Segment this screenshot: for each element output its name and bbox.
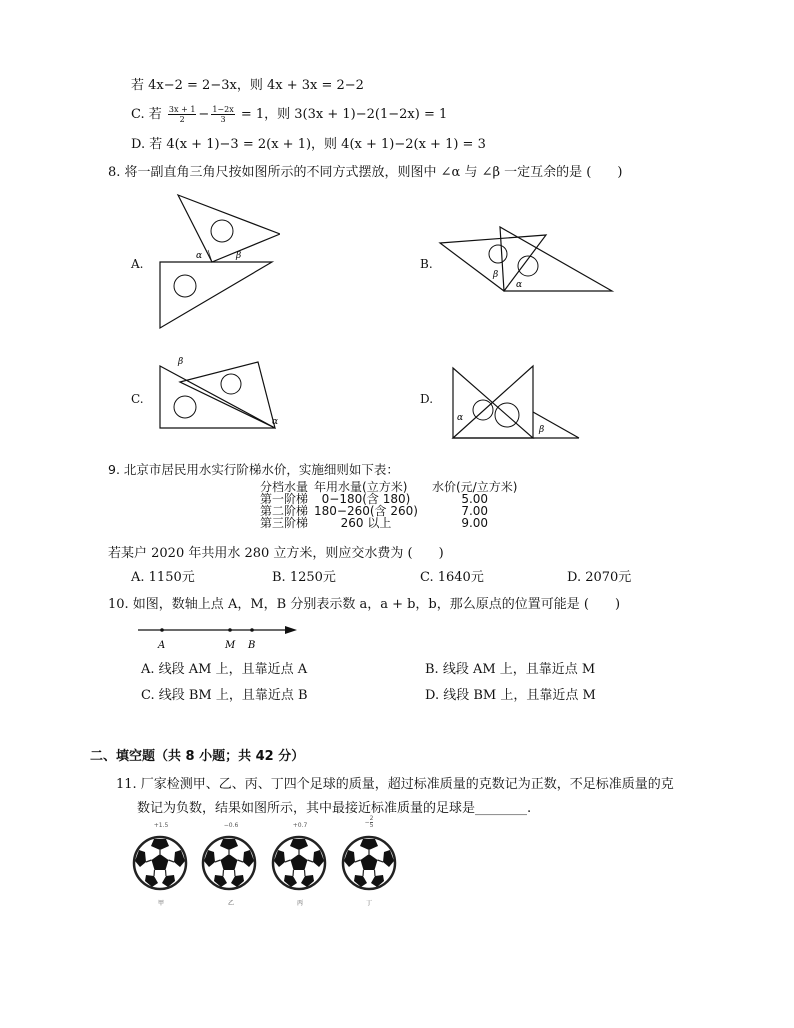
q10-choice-d: D. 线段 BM 上，且靠近点 M	[425, 688, 596, 703]
q8-option-d-label: D.	[420, 392, 434, 406]
table-header: 年用水量(立方米)	[314, 480, 408, 494]
point-a-label: A	[158, 640, 166, 651]
q8-option-a-label: A.	[131, 257, 144, 271]
q9-choice-b: B. 1250元	[272, 570, 336, 585]
table-cell: 第二阶梯	[260, 504, 309, 518]
table-cell: 第一阶梯	[260, 492, 309, 506]
q9-choice-a: A. 1150元	[131, 570, 195, 585]
point-m-label: M	[225, 640, 236, 651]
q9-stem: 9. 北京市居民用水实行阶梯水价，实施细则如下表：	[108, 462, 399, 477]
q11-line-1: 11. 厂家检测甲、乙、丙、丁四个足球的质量，超过标准质量的克数记为正数，不足标准质量的克	[116, 777, 674, 792]
table-header: 分档水量	[260, 480, 309, 494]
table-cell: 260 以上	[340, 516, 392, 530]
table-cell: 5.00	[461, 492, 489, 506]
q7-option-c-rest: = 1，则 3(3x + 1)−2(1−2x) = 1	[240, 107, 448, 122]
svg-text:α: α	[272, 417, 279, 427]
svg-text:α: α	[196, 251, 203, 261]
table-header: 水价(元/立方米)	[431, 480, 518, 494]
q8-option-c-label: C.	[131, 392, 144, 406]
q10-choice-a: A. 线段 AM 上，且靠近点 A	[141, 662, 308, 677]
svg-text:β: β	[236, 251, 242, 261]
q8-figure-a	[150, 190, 280, 330]
ball-value: +0.7	[292, 822, 308, 829]
q9-choice-c: C. 1640元	[420, 570, 484, 585]
q7-option-c-label: C.	[131, 107, 145, 122]
table-cell: 180−260(含 260)	[314, 504, 418, 518]
q7-option-b-text: 若 4x−2 = 2−3x，则 4x + 3x = 2−2	[131, 78, 364, 93]
q8-option-b-label: B.	[420, 257, 433, 271]
q7-option-b	[131, 74, 364, 93]
table-row	[260, 517, 523, 529]
ball-value: +1.5	[153, 822, 169, 829]
number-line	[135, 620, 300, 652]
q8-figure-c	[150, 352, 290, 438]
table-cell: 0−180(含 180)	[321, 492, 411, 506]
q10-choice-b: B. 线段 AM 上，且靠近点 M	[425, 662, 596, 677]
q9-question: 若某户 2020 年共用水 280 立方米，则应交水费为 ( )	[108, 546, 444, 561]
q7-c-fraction-2: $\frac{1-2x}{3}$	[212, 105, 234, 124]
ball-name: 甲	[157, 900, 164, 907]
q10-stem: 10. 如图，数轴上点 A，M，B 分别表示数 a，a + b，b，那么原点的位置可能是 ( )	[108, 597, 621, 612]
q7-option-d	[131, 133, 486, 152]
svg-text:α: α	[457, 413, 464, 423]
q7-option-d-label: D.	[131, 137, 146, 152]
q8-figure-b	[438, 225, 618, 295]
section-2-title: 二、填空题（共 8 小题；共 42 分）	[90, 749, 305, 764]
q7-option-c-prefix: 若	[148, 107, 162, 122]
q9-choice-d: D. 2070元	[567, 570, 632, 585]
svg-text:β: β	[178, 357, 184, 367]
q7-c-fraction-1: $\frac{3x + 1}{2}$	[168, 105, 196, 124]
q7-option-d-text: 若 4(x + 1)−3 = 2(x + 1)，则 4(x + 1)−2(x + 1) = 3	[149, 137, 486, 152]
q11-line-2: 数记为负数，结果如图所示，其中最接近标准质量的足球是________.	[137, 801, 532, 816]
ball-name: 丁	[365, 900, 372, 907]
svg-text:β: β	[493, 270, 499, 280]
q10-choice-c: C. 线段 BM 上，且靠近点 B	[141, 688, 308, 703]
q7-c-minus: −	[198, 107, 210, 122]
water-price-table	[260, 481, 523, 529]
svg-text:α: α	[516, 280, 523, 290]
q7-option-c	[131, 103, 447, 124]
svg-text:β: β	[539, 425, 545, 435]
ball-name: 乙	[227, 900, 234, 907]
table-cell: 9.00	[461, 516, 489, 530]
q8-stem: 8. 将一副直角三角尺按如图所示的不同方式摆放，则图中 ∠α 与 ∠β 一定互余的是 ( )	[108, 165, 623, 180]
ball-value-fraction: − $\frac{2}{5}$	[364, 815, 374, 829]
point-b-label: B	[248, 640, 256, 651]
soccer-balls	[130, 833, 405, 893]
table-cell: 7.00	[461, 504, 489, 518]
ball-value: −0.6	[223, 822, 239, 829]
ball-name: 丙	[296, 900, 303, 907]
q8-figure-d	[445, 360, 585, 442]
table-cell: 第三阶梯	[260, 516, 309, 530]
